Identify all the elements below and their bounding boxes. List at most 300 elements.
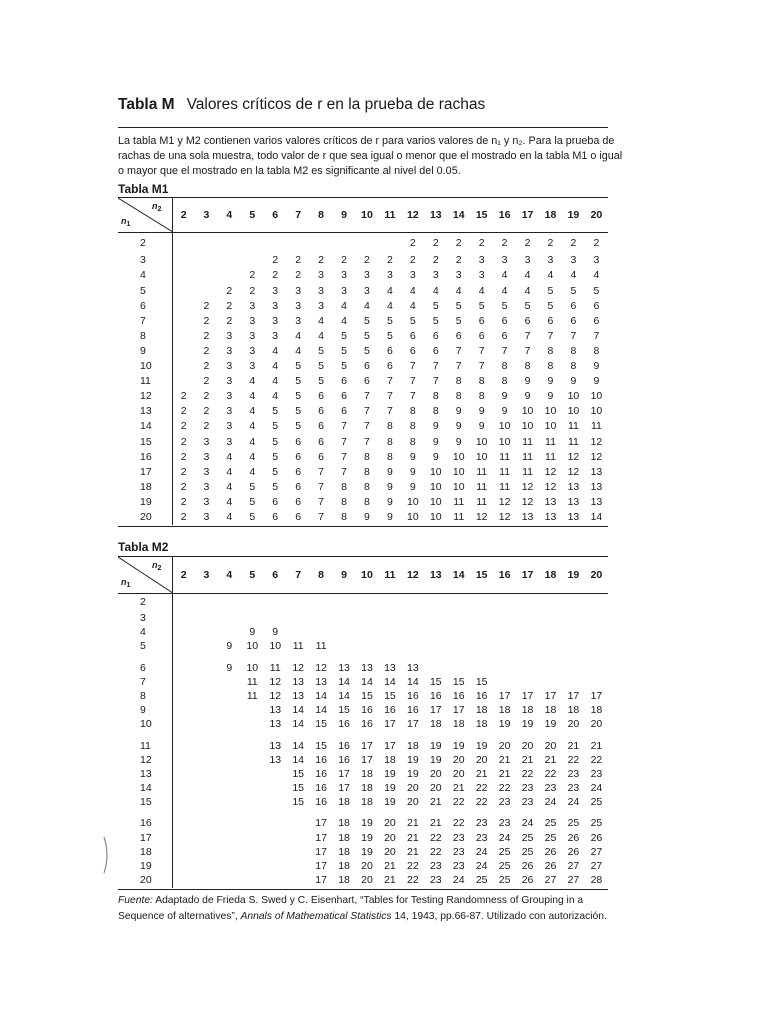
critical-value-cell: 8 [570,360,577,373]
critical-value-cell: 3 [226,405,233,418]
critical-value-cell: 7 [593,329,600,342]
critical-value-cell: 22 [475,796,488,809]
critical-value-cell: 27 [567,874,580,887]
critical-value-cell: 22 [407,860,419,873]
critical-value-cell: 8 [364,495,370,508]
critical-value-cell [172,593,195,611]
row-label-n1: 12 [118,389,172,404]
critical-value-cell: 3 [524,254,531,267]
critical-value-cell: 5 [249,495,256,508]
critical-value-cell: 3 [272,329,279,342]
critical-value-cell: 24 [475,860,488,873]
critical-value-cell: 2 [180,480,187,493]
critical-value-cell [333,640,356,654]
row-label-n1: 18 [118,480,172,495]
column-header: 8 [310,198,333,232]
critical-value-cell: 2 [593,236,600,249]
critical-value-cell: 20 [384,817,396,830]
critical-value-cell: 22 [475,782,488,795]
critical-value-cell: 10 [544,405,557,418]
critical-value-cell: 10 [521,405,534,418]
critical-value-cell: 7 [364,405,370,418]
critical-value-cell [310,232,333,253]
critical-value-cell: 24 [544,796,557,809]
critical-value-cell: 4 [501,284,508,297]
critical-value-cell [172,732,195,753]
critical-value-cell [424,654,447,675]
critical-value-cell: 18 [338,860,350,873]
critical-value-cell [195,268,218,283]
column-header: 20 [585,557,608,593]
critical-value-cell: 8 [364,450,370,463]
journal-name: Annals of Mathematical Statistics [240,911,392,922]
critical-value-cell: 5 [295,390,302,403]
critical-value-cell: 4 [226,465,233,478]
critical-value-cell [195,593,218,611]
critical-value-cell: 11 [315,640,327,653]
critical-value-cell [218,268,241,283]
critical-value-cell: 8 [409,435,416,448]
critical-value-cell: 2 [318,254,325,267]
critical-value-cell: 14 [338,675,350,688]
critical-value-cell: 3 [478,254,485,267]
critical-value-cell: 16 [315,767,327,780]
critical-value-cell: 8 [593,344,600,357]
critical-value-cell [333,593,356,611]
critical-value-cell: 12 [567,450,580,463]
critical-value-cell: 2 [203,314,210,327]
critical-value-cell: 19 [361,845,373,858]
critical-value-cell: 16 [315,753,327,766]
critical-value-cell: 20 [475,753,488,766]
critical-value-cell: 4 [249,465,256,478]
critical-value-cell: 6 [295,435,302,448]
critical-value-cell: 11 [499,465,511,478]
critical-value-cell: 6 [524,314,531,327]
critical-value-cell: 24 [475,845,488,858]
critical-value-cell: 16 [452,689,465,702]
critical-value-cell: 19 [384,796,396,809]
table-row [118,404,608,419]
critical-value-cell: 9 [249,626,256,639]
critical-value-cell: 13 [384,661,396,674]
critical-value-cell: 2 [295,254,302,267]
critical-value-cell: 3 [226,420,233,433]
critical-value-cell [493,654,516,675]
column-header: 3 [195,557,218,593]
critical-value-cell [310,625,333,639]
critical-value-cell: 19 [521,718,534,731]
critical-value-cell: 18 [338,796,350,809]
row-label-n1: 14 [118,419,172,434]
critical-value-cell: 4 [386,284,393,297]
critical-value-cell: 20 [384,845,396,858]
title-rule [118,127,608,128]
critical-value-cell: 10 [452,480,465,493]
critical-value-cell [356,640,379,654]
column-header: 8 [310,557,333,593]
critical-value-cell: 4 [593,269,600,282]
column-header: 2 [172,557,195,593]
critical-value-cell: 11 [590,420,602,433]
critical-value-cell [172,795,195,809]
row-label-n1: 4 [118,625,172,639]
critical-value-cell: 5 [295,375,302,388]
critical-value-cell: 6 [570,314,577,327]
critical-value-cell: 5 [272,465,279,478]
critical-value-cell: 17 [452,704,465,717]
critical-value-cell: 14 [292,739,304,752]
critical-value-cell: 5 [409,314,416,327]
critical-value-cell: 15 [452,675,465,688]
column-header: 9 [333,198,356,232]
critical-value-cell: 7 [341,435,347,448]
critical-value-cell: 20 [567,718,580,731]
critical-value-cell: 10 [544,420,557,433]
critical-value-cell: 21 [590,739,603,752]
critical-value-cell: 15 [292,796,304,809]
critical-value-cell [195,810,218,831]
critical-value-cell: 14 [407,675,419,688]
footer-source [118,893,618,925]
critical-value-cell [218,831,241,845]
table-row [118,625,608,639]
critical-value-cell: 4 [318,314,325,327]
critical-value-cell: 12 [590,450,603,463]
table-row [118,480,608,495]
critical-value-cell: 10 [475,450,488,463]
critical-value-cell: 15 [292,782,304,795]
table-row [118,449,608,464]
critical-value-cell: 13 [521,510,534,523]
critical-value-cell: 15 [384,689,396,702]
critical-value-cell: 4 [295,344,302,357]
critical-value-cell [310,611,333,625]
critical-value-cell: 4 [249,435,256,448]
critical-value-cell [539,625,562,639]
critical-value-cell [218,253,241,268]
critical-value-cell [356,625,379,639]
critical-value-cell: 6 [318,450,325,463]
critical-value-cell: 6 [318,435,325,448]
table-row [118,389,608,404]
source-line-2a: Sequence of alternatives”, [118,911,241,922]
row-label-n1: 8 [118,329,172,344]
critical-value-cell: 21 [407,831,419,844]
critical-value-cell [447,640,470,654]
critical-value-cell [287,831,310,845]
critical-value-cell: 15 [475,675,488,688]
critical-value-cell [264,831,287,845]
critical-value-cell: 10 [567,390,580,403]
critical-value-cell: 13 [567,510,580,523]
critical-value-cell [493,625,516,639]
critical-value-cell: 2 [203,329,210,342]
critical-value-cell: 4 [249,375,256,388]
critical-value-cell: 18 [407,739,419,752]
critical-value-cell: 4 [249,450,256,463]
critical-value-cell: 23 [475,817,488,830]
critical-value-cell [241,859,264,873]
critical-value-cell: 11 [545,435,556,448]
column-header: 14 [447,557,470,593]
critical-value-cell: 4 [272,344,279,357]
critical-value-cell: 9 [432,435,439,448]
critical-value-cell: 7 [432,360,439,373]
critical-value-cell [447,611,470,625]
critical-value-cell: 6 [295,510,302,523]
critical-value-cell: 8 [341,480,347,493]
critical-value-cell: 4 [249,420,256,433]
critical-value-cell: 6 [386,344,393,357]
critical-value-cell: 4 [226,495,233,508]
critical-value-cell: 3 [318,284,325,297]
source-line-2b: 14, 1943, pp.66-87. Utilizado con autorización. [391,911,607,922]
critical-value-cell: 8 [364,465,370,478]
critical-value-cell [241,732,264,753]
critical-value-cell: 4 [272,375,279,388]
critical-value-cell: 14 [292,704,304,717]
critical-value-cell: 6 [295,495,302,508]
critical-value-cell: 18 [498,704,511,717]
critical-value-cell: 14 [338,689,350,702]
critical-value-cell: 6 [318,405,325,418]
critical-value-cell: 11 [476,480,488,493]
critical-value-cell [539,593,562,611]
critical-value-cell: 17 [384,739,396,752]
critical-value-cell [241,593,264,611]
critical-value-cell [516,625,539,639]
critical-value-cell [493,593,516,611]
intro-paragraph [118,134,623,179]
table-row [118,495,608,510]
critical-value-cell: 19 [429,739,442,752]
critical-value-cell: 7 [409,360,416,373]
critical-value-cell: 9 [501,405,508,418]
critical-value-cell: 9 [501,390,508,403]
critical-value-cell [585,625,608,639]
critical-value-cell: 17 [315,817,327,830]
table-row [118,329,608,344]
critical-value-cell: 12 [567,465,580,478]
critical-value-cell [172,718,195,732]
critical-value-cell: 23 [452,831,465,844]
critical-value-cell [172,689,195,703]
table-row [118,873,608,887]
critical-value-cell: 7 [478,344,485,357]
critical-value-cell: 16 [429,689,442,702]
critical-value-cell: 5 [341,329,347,342]
table-row [118,810,608,831]
critical-value-cell [172,654,195,675]
column-header: 7 [287,557,310,593]
critical-value-cell: 9 [272,626,279,639]
critical-value-cell [218,859,241,873]
critical-value-cell: 7 [318,495,325,508]
critical-value-cell [218,732,241,753]
critical-value-cell: 25 [544,817,557,830]
column-header: 16 [493,557,516,593]
critical-value-cell: 20 [429,767,442,780]
critical-value-cell: 5 [364,344,370,357]
table-m1-title: Tabla M1 [118,182,169,196]
critical-value-cell: 6 [295,450,302,463]
critical-value-cell: 20 [361,874,373,887]
table-row [118,703,608,717]
critical-value-cell: 7 [501,344,508,357]
critical-value-cell: 12 [498,510,511,523]
critical-value-cell: 2 [180,495,187,508]
critical-value-cell: 11 [567,435,579,448]
critical-value-cell: 9 [432,420,439,433]
critical-value-cell: 10 [590,390,603,403]
critical-value-cell: 6 [341,390,347,403]
critical-value-cell: 15 [292,767,304,780]
table-row [118,753,608,767]
critical-value-cell: 16 [475,689,488,702]
critical-value-cell: 2 [180,420,187,433]
critical-value-cell: 2 [180,435,187,448]
source-label: Fuente: [118,895,153,906]
critical-value-cell: 2 [203,390,210,403]
critical-value-cell [356,593,379,611]
critical-value-cell: 10 [452,465,465,478]
critical-value-cell: 3 [478,269,485,282]
critical-value-cell: 13 [544,495,557,508]
critical-value-cell: 21 [429,817,442,830]
critical-value-cell: 23 [544,782,557,795]
critical-value-cell [516,640,539,654]
critical-value-cell: 2 [180,405,187,418]
critical-value-cell [264,859,287,873]
column-header: 17 [516,198,539,232]
critical-value-cell: 13 [269,704,282,717]
critical-value-cell [218,703,241,717]
critical-value-cell: 7 [364,390,370,403]
table-row [118,268,608,283]
critical-value-cell: 10 [498,420,511,433]
critical-value-cell: 10 [429,480,442,493]
column-header: 12 [401,198,424,232]
critical-value-cell [401,611,424,625]
critical-value-cell [241,781,264,795]
critical-value-cell: 18 [590,704,603,717]
critical-value-cell: 5 [386,329,393,342]
critical-value-cell: 13 [567,480,580,493]
critical-value-cell [172,640,195,654]
critical-value-cell: 2 [341,254,347,267]
critical-value-cell: 16 [315,796,327,809]
critical-value-cell [287,845,310,859]
critical-value-cell: 7 [409,390,416,403]
critical-value-cell [172,298,195,313]
column-header: 14 [447,198,470,232]
critical-value-cell: 17 [429,704,442,717]
critical-value-cell: 23 [567,782,580,795]
critical-value-cell [264,593,287,611]
critical-value-cell [172,810,195,831]
critical-value-cell: 8 [386,450,393,463]
critical-value-cell [195,718,218,732]
critical-value-cell: 21 [407,845,419,858]
critical-value-cell [172,625,195,639]
critical-value-cell: 25 [590,817,603,830]
critical-value-cell: 16 [338,753,350,766]
critical-value-cell: 20 [407,782,419,795]
critical-value-cell: 9 [386,495,393,508]
row-label-n1: 14 [118,781,172,795]
row-label-n1: 9 [118,703,172,717]
critical-value-cell: 3 [226,375,233,388]
critical-value-cell: 13 [338,661,350,674]
critical-value-cell: 22 [567,753,580,766]
critical-value-cell: 3 [203,435,210,448]
critical-value-cell: 2 [180,450,187,463]
critical-value-cell [218,873,241,887]
critical-value-cell: 5 [272,420,279,433]
critical-value-cell: 6 [570,299,577,312]
critical-value-cell: 12 [269,675,282,688]
row-label-n1: 5 [118,283,172,298]
critical-value-cell: 5 [478,299,485,312]
critical-value-cell: 17 [338,767,350,780]
n2-axis-label: $n_2$ [152,560,162,572]
critical-value-cell: 17 [361,739,373,752]
critical-value-cell: 2 [180,390,187,403]
critical-value-cell: 8 [409,405,416,418]
critical-value-cell: 7 [386,375,393,388]
row-label-n1: 4 [118,268,172,283]
critical-value-cell: 6 [478,314,485,327]
column-header: 4 [218,557,241,593]
critical-value-cell: 6 [341,375,347,388]
critical-value-cell: 16 [315,782,327,795]
row-label-n1: 11 [118,732,172,753]
critical-value-cell: 17 [384,718,396,731]
critical-value-cell: 4 [386,299,393,312]
critical-value-cell [470,654,493,675]
critical-value-cell [241,873,264,887]
row-label-n1: 13 [118,767,172,781]
critical-value-cell: 3 [249,314,256,327]
row-label-n1: 7 [118,675,172,689]
critical-value-cell [218,753,241,767]
critical-value-cell: 3 [432,269,439,282]
critical-value-cell: 9 [570,375,577,388]
table-m2-bottom-rule [118,889,608,890]
critical-value-cell: 13 [315,675,327,688]
critical-value-cell: 23 [521,782,534,795]
critical-value-cell: 24 [498,831,511,844]
critical-value-cell: 6 [341,405,347,418]
critical-value-cell: 20 [384,831,396,844]
critical-value-cell: 2 [249,284,256,297]
critical-value-cell: 3 [272,284,279,297]
critical-value-cell: 13 [590,480,603,493]
critical-value-cell [218,611,241,625]
critical-value-cell: 16 [407,689,419,702]
row-label-n1: 19 [118,859,172,873]
intro-line: o mayor que el mostrado en la tabla M2 es significante al nivel del 0.05. [118,165,461,177]
critical-value-cell [493,611,516,625]
critical-value-cell: 10 [246,640,259,653]
critical-value-cell [241,753,264,767]
table-row [118,718,608,732]
table-row [118,374,608,389]
critical-value-cell: 11 [246,689,258,702]
critical-value-cell: 2 [249,269,256,282]
critical-value-cell: 16 [361,718,373,731]
